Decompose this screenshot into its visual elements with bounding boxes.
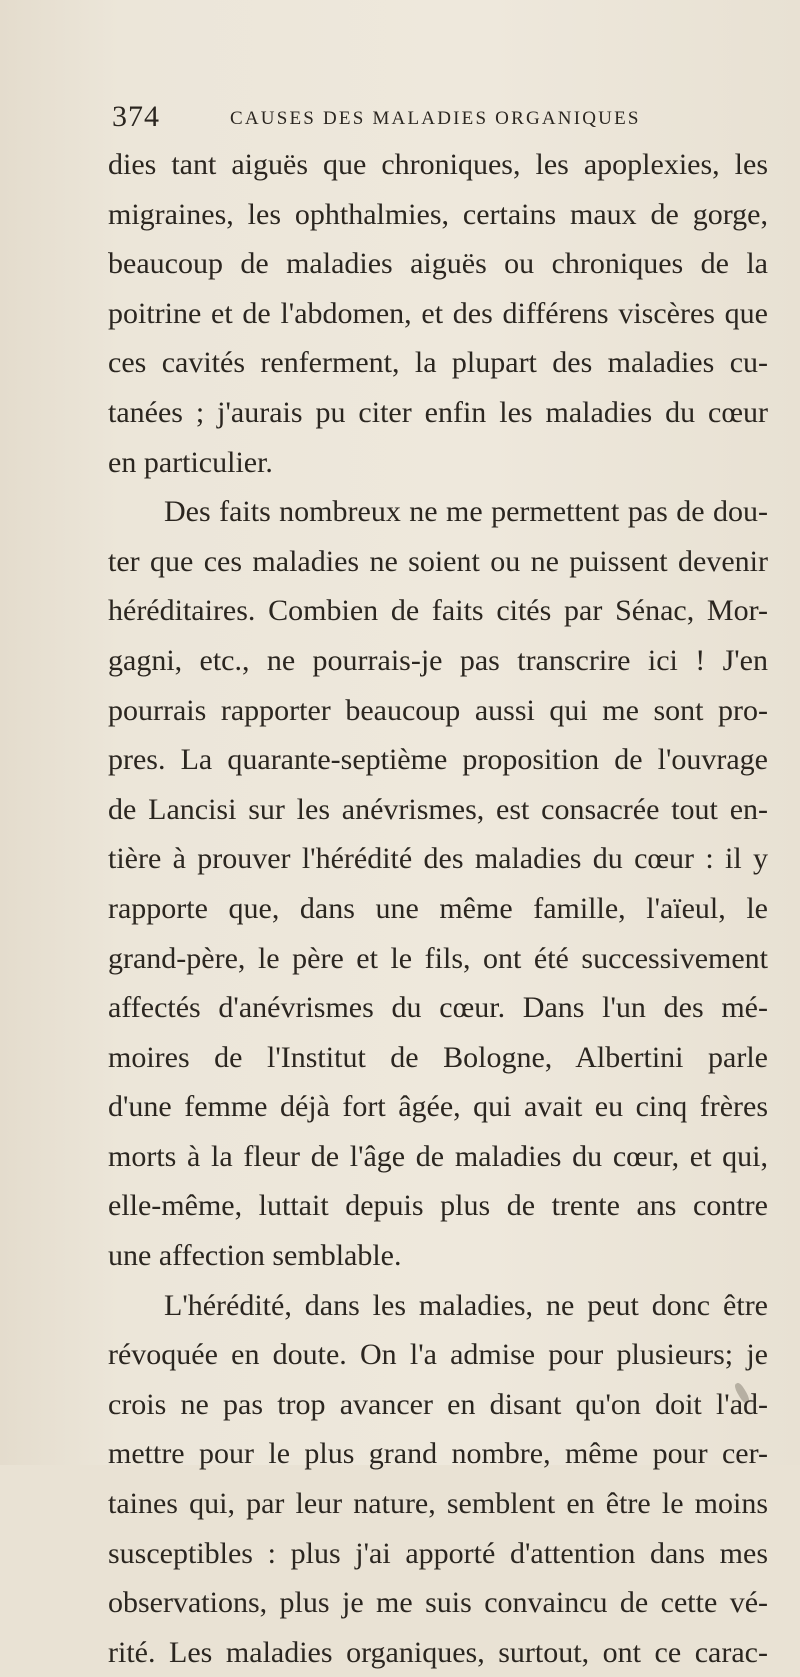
text-line: susceptibles : plus j'ai apporté d'attention dans mes: [108, 1536, 768, 1570]
text-line: en particulier.: [108, 445, 273, 479]
body-text: [108, 140, 768, 1677]
text-line: tière à prouver l'hérédité des maladies du cœur : il y: [108, 842, 768, 876]
text-line: pourrais rapporter beaucoup aussi qui me sont pro-: [108, 693, 768, 727]
paragraph: [108, 1281, 768, 1677]
paragraph: [108, 487, 768, 1281]
page-number: 374: [112, 100, 160, 133]
text-line: taines qui, par leur nature, semblent en être le moins: [108, 1487, 768, 1521]
text-line: grand-père, le père et le fils, ont été successivement: [108, 941, 768, 975]
text-line: gagni, etc., ne pourrais-je pas transcrire ici ! J'en: [108, 643, 768, 677]
text-line: ter que ces maladies ne soient ou ne puissent devenir: [108, 544, 768, 578]
text-line: elle-même, luttait depuis plus de trente ans contre: [108, 1189, 768, 1223]
text-line: poitrine et de l'abdomen, et des différens viscères que: [108, 296, 768, 330]
text-line: de Lancisi sur les anévrismes, est consacrée tout en-: [108, 792, 768, 826]
text-line: mettre pour le plus grand nombre, même pour cer-: [108, 1437, 768, 1471]
text-line: Des faits nombreux ne me permettent pas de dou-: [164, 495, 768, 529]
text-line: moires de l'Institut de Bologne, Albertini parle: [108, 1040, 768, 1074]
text-line: dies tant aiguës que chroniques, les apoplexies, les: [108, 148, 768, 181]
text-line: ces cavités renferment, la plupart des maladies cu-: [108, 346, 768, 380]
text-line: migraines, les ophthalmies, certains maux de gorge,: [108, 197, 768, 231]
text-line: observations, plus je me suis convaincu de cette vé-: [108, 1586, 768, 1620]
text-line: révoquée en doute. On l'a admise pour plusieurs; je: [108, 1338, 768, 1372]
text-line: pres. La quarante-septième proposition de l'ouvrage: [108, 743, 768, 777]
paragraph: [108, 140, 768, 487]
text-line: tanées ; j'aurais pu citer enfin les maladies du cœur: [108, 395, 768, 429]
page-header: [112, 100, 752, 136]
text-line: affectés d'anévrismes du cœur. Dans l'un des mé-: [108, 991, 768, 1025]
text-line: rité. Les maladies organiques, surtout, ont ce carac-: [108, 1635, 768, 1669]
text-line: héréditaires. Combien de faits cités par Sénac, Mor-: [108, 594, 768, 628]
text-line: une affection semblable.: [108, 1239, 402, 1273]
text-line: d'une femme déjà fort âgée, qui avait eu cinq frères: [108, 1090, 768, 1124]
text-line: rapporte que, dans une même famille, l'aïeul, le: [108, 891, 768, 925]
text-line: crois ne pas trop avancer en disant qu'on doit l'ad-: [108, 1387, 768, 1421]
text-line: L'hérédité, dans les maladies, ne peut donc être: [164, 1288, 768, 1322]
text-line: morts à la fleur de l'âge de maladies du cœur, et qui,: [108, 1139, 768, 1173]
running-title: CAUSES DES MALADIES ORGANIQUES: [230, 108, 641, 129]
text-line: beaucoup de maladies aiguës ou chroniques de la: [108, 247, 768, 281]
